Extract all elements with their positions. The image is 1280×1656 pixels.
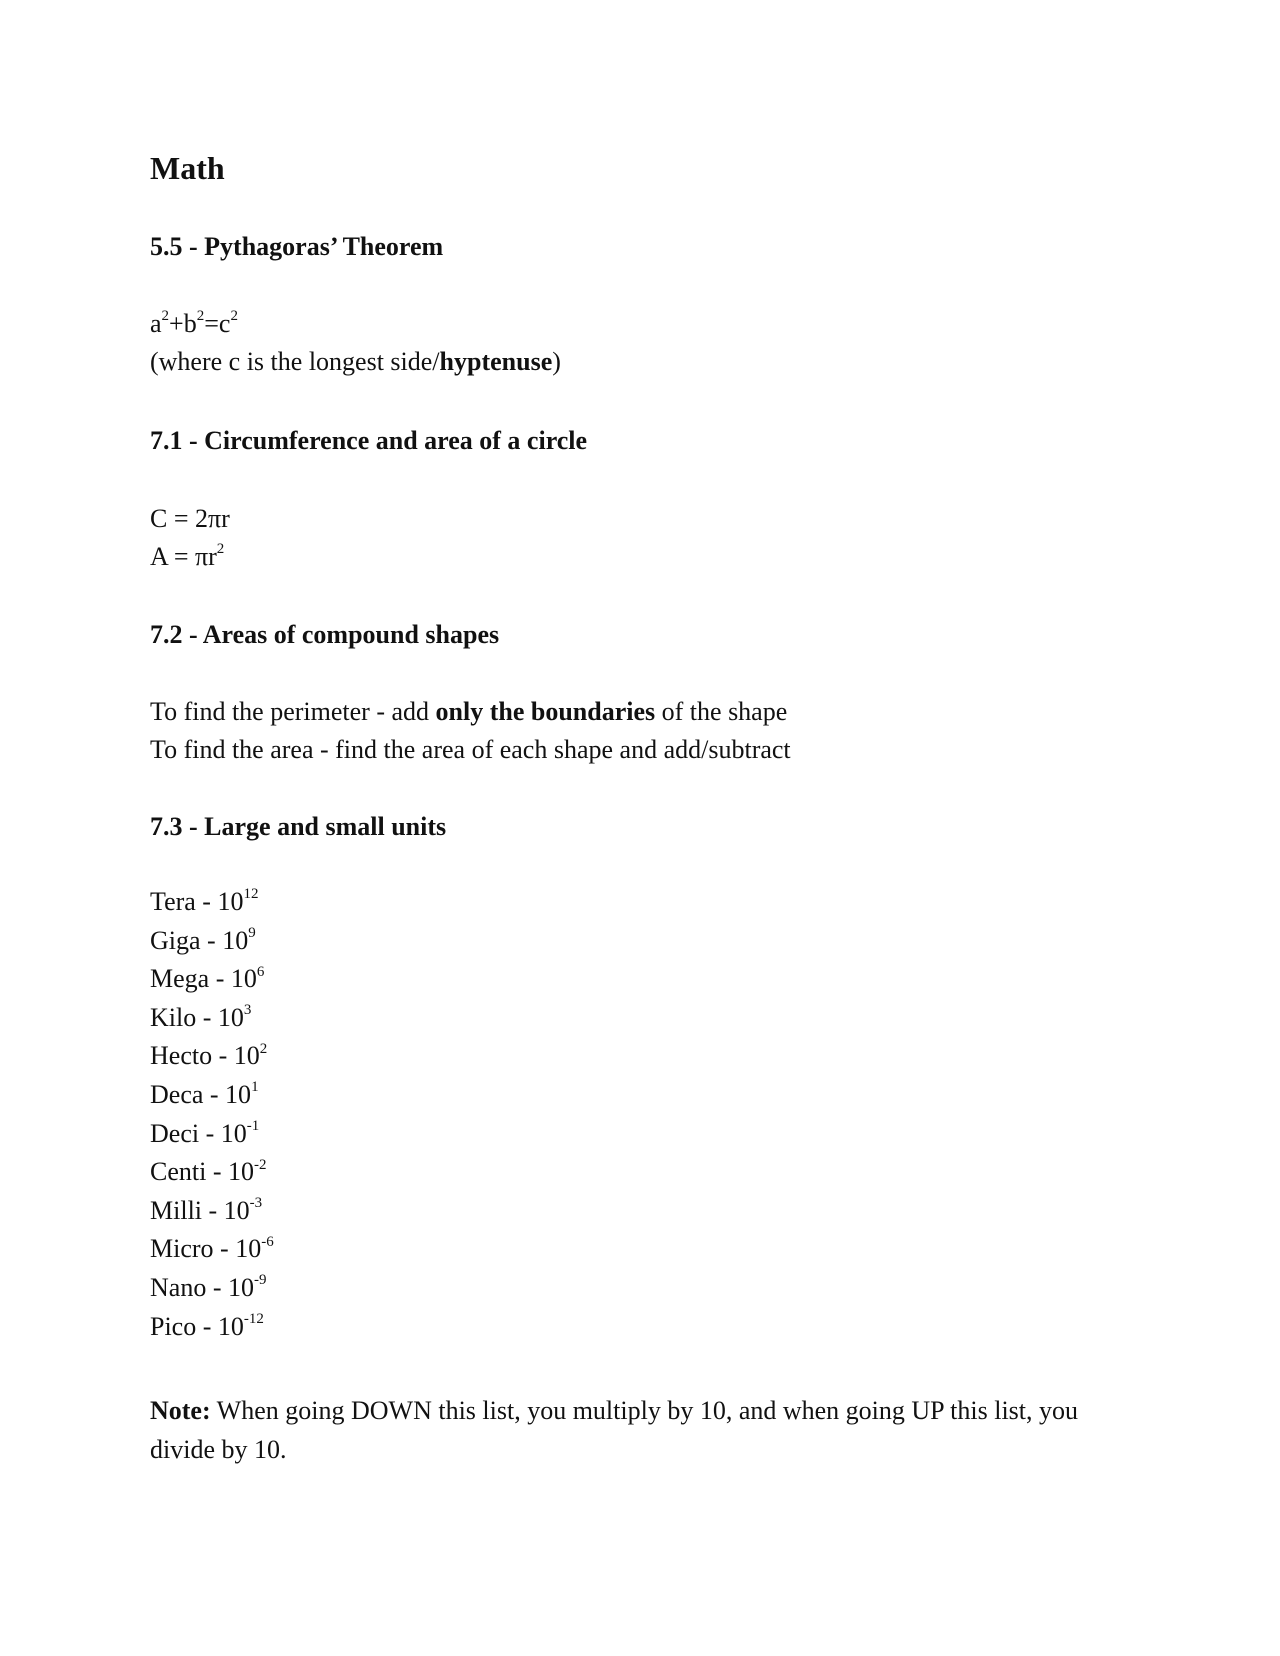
note-label: Note: xyxy=(150,1396,211,1425)
unit-exponent: 1 xyxy=(251,1079,259,1096)
list-item xyxy=(150,1117,274,1156)
list-item xyxy=(150,1039,274,1078)
unit-label: Kilo - 10 xyxy=(150,1002,244,1032)
unit-label: Giga - 10 xyxy=(150,925,249,955)
unit-label: Pico - 10 xyxy=(150,1311,244,1341)
note-text: When going DOWN this list, you multiply by 10, and when going UP this list, you divide by 10. xyxy=(150,1396,1079,1464)
formula-plus: + xyxy=(169,309,184,338)
list-item xyxy=(150,1078,274,1117)
unit-exponent: -9 xyxy=(253,1272,267,1289)
list-item xyxy=(150,1194,274,1233)
unit-label: Deca - 10 xyxy=(150,1079,252,1109)
page-title: Math xyxy=(150,150,225,186)
unit-prefix-list xyxy=(150,885,274,1348)
unit-label: Micro - 10 xyxy=(150,1234,262,1264)
list-item xyxy=(150,924,274,963)
unit-exponent: 6 xyxy=(256,963,265,980)
unit-label: Mega - 10 xyxy=(150,964,257,994)
formula-b-exponent: 2 xyxy=(196,308,205,325)
list-item xyxy=(150,1232,274,1271)
unit-exponent: 2 xyxy=(259,1040,268,1057)
list-item xyxy=(150,1001,274,1040)
section-heading-pythagoras: 5.5 - Pythagoras’ Theorem xyxy=(150,232,444,261)
list-item xyxy=(150,1310,274,1349)
unit-label: Hecto - 10 xyxy=(150,1041,260,1071)
area-formula xyxy=(150,540,224,574)
explanation-close: ) xyxy=(552,347,561,376)
circumference-formula: C = 2πr xyxy=(150,504,230,533)
area-formula-base: A = πr xyxy=(150,542,217,571)
formula-c-exponent: 2 xyxy=(230,308,238,325)
note-paragraph xyxy=(150,1391,1110,1469)
unit-label: Nano - 10 xyxy=(150,1272,254,1302)
unit-exponent: 12 xyxy=(243,886,259,903)
pythagoras-formula xyxy=(150,307,238,341)
formula-equals: = xyxy=(204,309,219,338)
pythagoras-explanation xyxy=(150,345,561,379)
area-instruction: To find the area - find the area of each shape and add/subtract xyxy=(150,735,791,764)
perimeter-emphasis: only the boundaries xyxy=(435,697,656,726)
perimeter-text-end: of the shape xyxy=(655,697,788,726)
unit-label: Centi - 10 xyxy=(150,1157,254,1187)
list-item xyxy=(150,885,274,924)
unit-exponent: -3 xyxy=(249,1195,263,1212)
perimeter-instruction xyxy=(150,695,787,729)
unit-exponent: 9 xyxy=(248,924,256,941)
unit-exponent: -2 xyxy=(254,1156,267,1173)
formula-a: a xyxy=(150,309,162,338)
section-heading-units: 7.3 - Large and small units xyxy=(150,812,447,841)
formula-b: b xyxy=(183,309,197,338)
perimeter-text: To find the perimeter - add xyxy=(150,697,436,726)
section-heading-compound-shapes: 7.2 - Areas of compound shapes xyxy=(150,620,500,649)
list-item xyxy=(150,962,274,1001)
unit-label: Deci - 10 xyxy=(150,1118,247,1148)
explanation-text: (where c is the longest side/ xyxy=(150,347,440,376)
formula-c: c xyxy=(218,309,231,338)
unit-exponent: -6 xyxy=(261,1233,274,1250)
unit-label: Milli - 10 xyxy=(150,1195,250,1225)
hypotenuse-term: hyptenuse xyxy=(439,347,553,376)
list-item xyxy=(150,1155,274,1194)
area-formula-exponent: 2 xyxy=(216,541,225,558)
formula-a-exponent: 2 xyxy=(161,308,170,325)
unit-label: Tera - 10 xyxy=(150,887,244,916)
unit-exponent: -12 xyxy=(243,1310,264,1327)
unit-exponent: 3 xyxy=(243,1002,252,1019)
section-heading-circle: 7.1 - Circumference and area of a circle xyxy=(150,426,588,455)
unit-exponent: -1 xyxy=(246,1117,260,1134)
list-item xyxy=(150,1271,274,1310)
